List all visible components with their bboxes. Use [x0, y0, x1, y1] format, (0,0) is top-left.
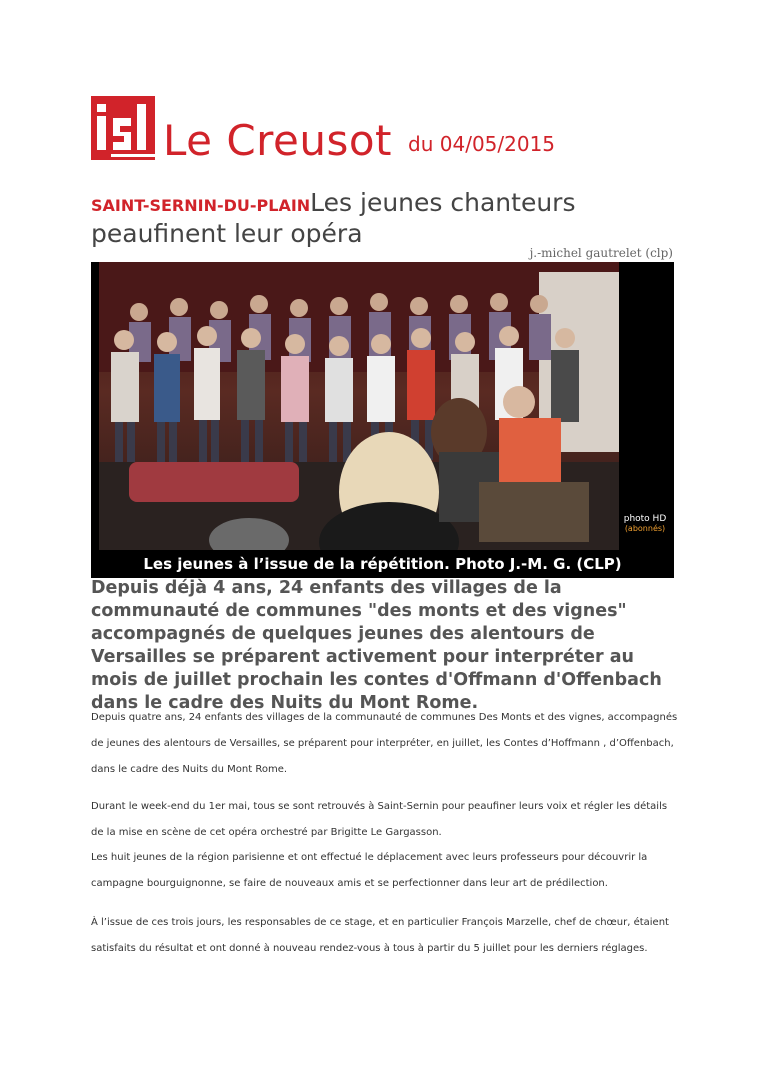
- masthead: [91, 90, 556, 165]
- edition-title: Le Creusot: [163, 116, 393, 165]
- jsl-logo-graphic: [91, 96, 155, 160]
- photo-hd-subscribers: (abonnés): [624, 524, 666, 533]
- jsl-logo: [91, 96, 155, 160]
- photo-caption: Les jeunes à l’issue de la répétition. Photo J.-M. G. (CLP): [143, 555, 622, 573]
- article-headline: Les jeunes chanteurs peaufinent leur opéra: [91, 188, 576, 248]
- article-paragraph: À l’issue de ces trois jours, les responsables de ce stage, et en particulier François Marzelle, chef de chœur, étaient satisfaits du résultat et ont donné à nouveau rendez-vous à tous à partir du 5 juillet pour les derniers réglages.: [91, 917, 669, 954]
- article-kicker: SAINT-SERNIN-DU-PLAIN: [91, 196, 311, 215]
- photo-hd-badge[interactable]: [617, 514, 673, 550]
- article-header: [91, 187, 681, 249]
- photo-credit: j.-michel gautrelet (clp): [529, 246, 673, 260]
- choir-photo-illustration: [99, 262, 619, 550]
- article-lead: Depuis déjà 4 ans, 24 enfants des villages de la communauté de communes "des monts et des vignes" accompagnés de quelques jeunes des alentours de Versailles se préparent activement pour interpréter au mois de juillet prochain les contes d'Offmann d'Offenbach dans le cadre des Nuits du Mont Rome.: [91, 578, 662, 713]
- article-paragraph: Les huit jeunes de la région parisienne et ont effectué le déplacement avec leurs professeurs pour découvrir la campagne bourguignonne, se faire de nouveaux amis et se perfectionner dans leur art de prédilection.: [91, 852, 648, 889]
- article-photo: [91, 262, 674, 578]
- article-paragraph: Durant le week-end du 1er mai, tous se sont retrouvés à Saint-Sernin pour peaufiner leurs voix et régler les détails de la mise en scène de cet opéra orchestré par Brigitte Le Gargasson.: [91, 801, 668, 838]
- photo-hd-label: photo HD: [623, 514, 667, 524]
- article-paragraph: Depuis quatre ans, 24 enfants des villages de la communauté de communes Des Monts et des vignes, accompagnés de jeunes des alentours de Versailles, se préparent pour interpréter, en juillet, les Contes d’Hoffmann , d’Offenbach, dans le cadre des Nuits du Mont Rome.: [91, 712, 678, 775]
- edition-date: du 04/05/2015: [408, 132, 556, 156]
